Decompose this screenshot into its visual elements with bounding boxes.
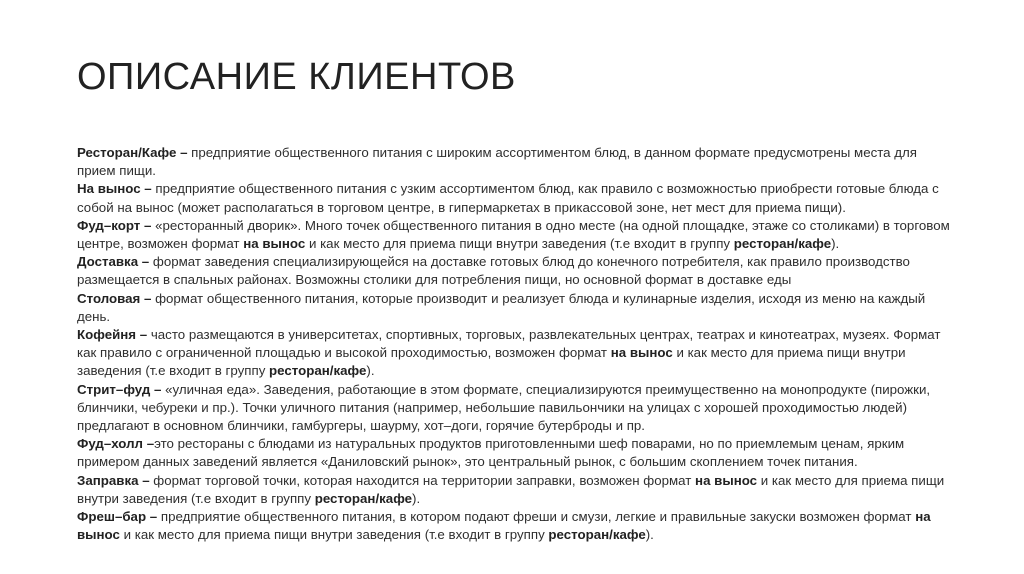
client-term: Кофейня –	[77, 327, 148, 343]
bold-reference: ресторан/кафе	[314, 490, 413, 506]
description-text: «уличная еда». Заведения, работающие в этом формате, специализируются преимущественно на монопродукте (пирожки, блинчики, чебуреки и пр.). Точки уличного питания (например, небольшие павильончики на улицах с хорошей проходимостью людей) предлагают в основном блинчики, гамбургеры, шаурму, хот–доги, горячие бутерброды и пр.	[77, 381, 931, 434]
client-entry	[77, 253, 957, 289]
client-entry	[77, 435, 957, 471]
description-text: и как место для приема пищи внутри заведения (т.е входит в группу	[77, 472, 945, 506]
bold-reference: на вынос	[695, 472, 758, 488]
description-text: и как место для приема пищи внутри заведения (т.е входит в группу	[119, 527, 549, 543]
description-text: формат общественного питания, которые производит и реализует блюда и кулинарные изделия, исходя из меню на каждый день.	[77, 290, 926, 324]
description-text: часто размещаются в университетах, спортивных, торговых, развлекательных центрах, театрах и кинотеатрах, музеях. Формат как правило с ограниченной площадью и высокой проходимостью, возможен формат	[77, 327, 941, 361]
description-text: формат заведения специализирующейся на доставке готовых блюд до конечного потребителя, как правило производство размещается в спальных районах. Возможны столики для потребления пищи, но основной формат в доставке еды	[77, 254, 910, 288]
client-term: Фуд–корт –	[77, 217, 152, 233]
description-text: и как место для приема пищи внутри заведения (т.е входит в группу	[305, 236, 734, 252]
client-descriptions	[77, 144, 957, 544]
bold-reference: ресторан/кафе	[548, 527, 646, 543]
description-text: предприятие общественного питания с широким ассортиментом блюд, в данном формате предусмотрены места для прием пищи.	[77, 145, 917, 179]
bold-reference: на вынос	[610, 345, 673, 361]
description-text: «ресторанный дворик». Много точек общественного питания в одно месте (на одной площадке, этаже со столиками) в торговом центре, возможен формат	[77, 217, 950, 252]
client-term: Фреш–бар –	[77, 509, 158, 525]
client-entry	[77, 144, 957, 180]
description-text: ).	[645, 527, 654, 543]
client-term: Заправка –	[77, 472, 150, 488]
client-term: Доставка –	[77, 254, 150, 270]
description-text: и как место для приема пищи внутри заведения (т.е входит в группу	[77, 345, 906, 379]
client-entry	[77, 472, 957, 508]
client-term: Стрит–фуд –	[77, 381, 162, 397]
bold-reference: ресторан/кафе	[269, 363, 367, 379]
description-text: формат торговой точки, которая находится на территории заправки, возможен формат	[149, 472, 696, 488]
client-entry	[77, 326, 957, 381]
description-text: ).	[366, 363, 375, 379]
bold-reference: на вынос	[243, 236, 306, 252]
description-text: ).	[412, 490, 421, 506]
bold-reference: на вынос	[77, 509, 931, 543]
client-term: На вынос –	[77, 181, 152, 197]
page-title: ОПИСАНИЕ КЛИЕНТОВ	[77, 56, 516, 98]
description-text: это рестораны с блюдами из натуральных продуктов приготовленными шеф поварами, но по приемлемым ценам, ярким примером данных заведений является «Даниловский рынок», это центральный рынок, с большим скоплением точек питания.	[77, 436, 905, 470]
client-entry	[77, 508, 957, 544]
description-text: ).	[831, 236, 840, 252]
client-entry	[77, 381, 957, 436]
client-term: Столовая –	[77, 290, 152, 306]
client-entry	[77, 217, 957, 253]
description-text: предприятие общественного питания с узким ассортиментом блюд, как правило с возможностью приобрести готовые блюда с собой на вынос (может располагаться в торговом центре, в гипермаркетах в прикассовой зоне, нет мест для приема пищи).	[77, 181, 939, 215]
client-term: Фуд–холл –	[77, 436, 155, 452]
description-text: предприятие общественного питания, в котором подают фреши и смузи, легкие и правильные закуски возможен формат	[157, 509, 916, 525]
client-term: Ресторан/Кафе –	[77, 145, 188, 160]
bold-reference: ресторан/кафе	[733, 236, 832, 252]
client-entry	[77, 290, 957, 326]
client-entry	[77, 180, 957, 216]
